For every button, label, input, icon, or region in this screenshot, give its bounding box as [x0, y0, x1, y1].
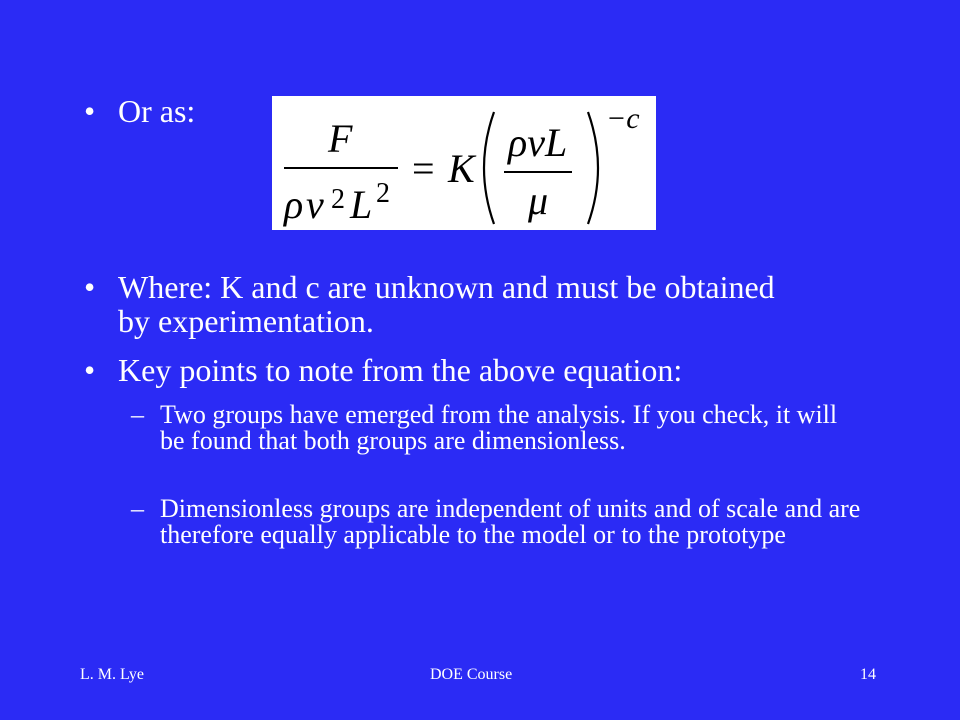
bullet-key-points [84, 353, 824, 387]
bullet-icon: • [84, 352, 96, 388]
lhs-L: L [350, 182, 373, 227]
constant-K: K [448, 146, 475, 191]
exponent: −c [606, 102, 640, 135]
bullet-icon: • [84, 269, 96, 305]
subbullet-text: Two groups have emerged from the analysis. If you check, it will be found that both groups are dimensionless. [160, 400, 838, 455]
bullet-text: Key points to note from the above equation: [118, 352, 683, 388]
bullet-icon: • [84, 93, 96, 129]
equals-sign: = [412, 146, 435, 191]
lhs-exp-1: 2 [331, 184, 345, 215]
footer-author: L. M. Lye [80, 666, 144, 683]
lhs-numerator: F [328, 116, 353, 161]
lhs-exp-2: 2 [376, 178, 390, 209]
lhs-v: v [306, 182, 324, 227]
equation-svg [272, 96, 656, 230]
right-paren [588, 112, 598, 224]
left-paren [484, 112, 494, 224]
bullet-text: Where: K and c are unknown and must be obtained by experimentation. [118, 269, 775, 339]
dash-icon: – [131, 400, 144, 429]
subbullet-two-groups [131, 402, 861, 454]
inner-numerator: ρvL [508, 120, 568, 165]
footer-page-number: 14 [860, 666, 876, 683]
subbullet-dimensionless [131, 496, 861, 548]
bullet-or-as [84, 94, 195, 128]
dash-icon: – [131, 494, 144, 523]
bullet-text: Or as: [118, 93, 196, 129]
equation-box [272, 96, 656, 230]
lhs-rho: ρ [284, 182, 304, 227]
footer-course: DOE Course [430, 666, 513, 683]
inner-denominator: μ [528, 178, 549, 223]
bullet-where [84, 270, 784, 338]
subbullet-text: Dimensionless groups are independent of units and of scale and are therefore equally applicable to the model or to the prototype [160, 494, 861, 549]
